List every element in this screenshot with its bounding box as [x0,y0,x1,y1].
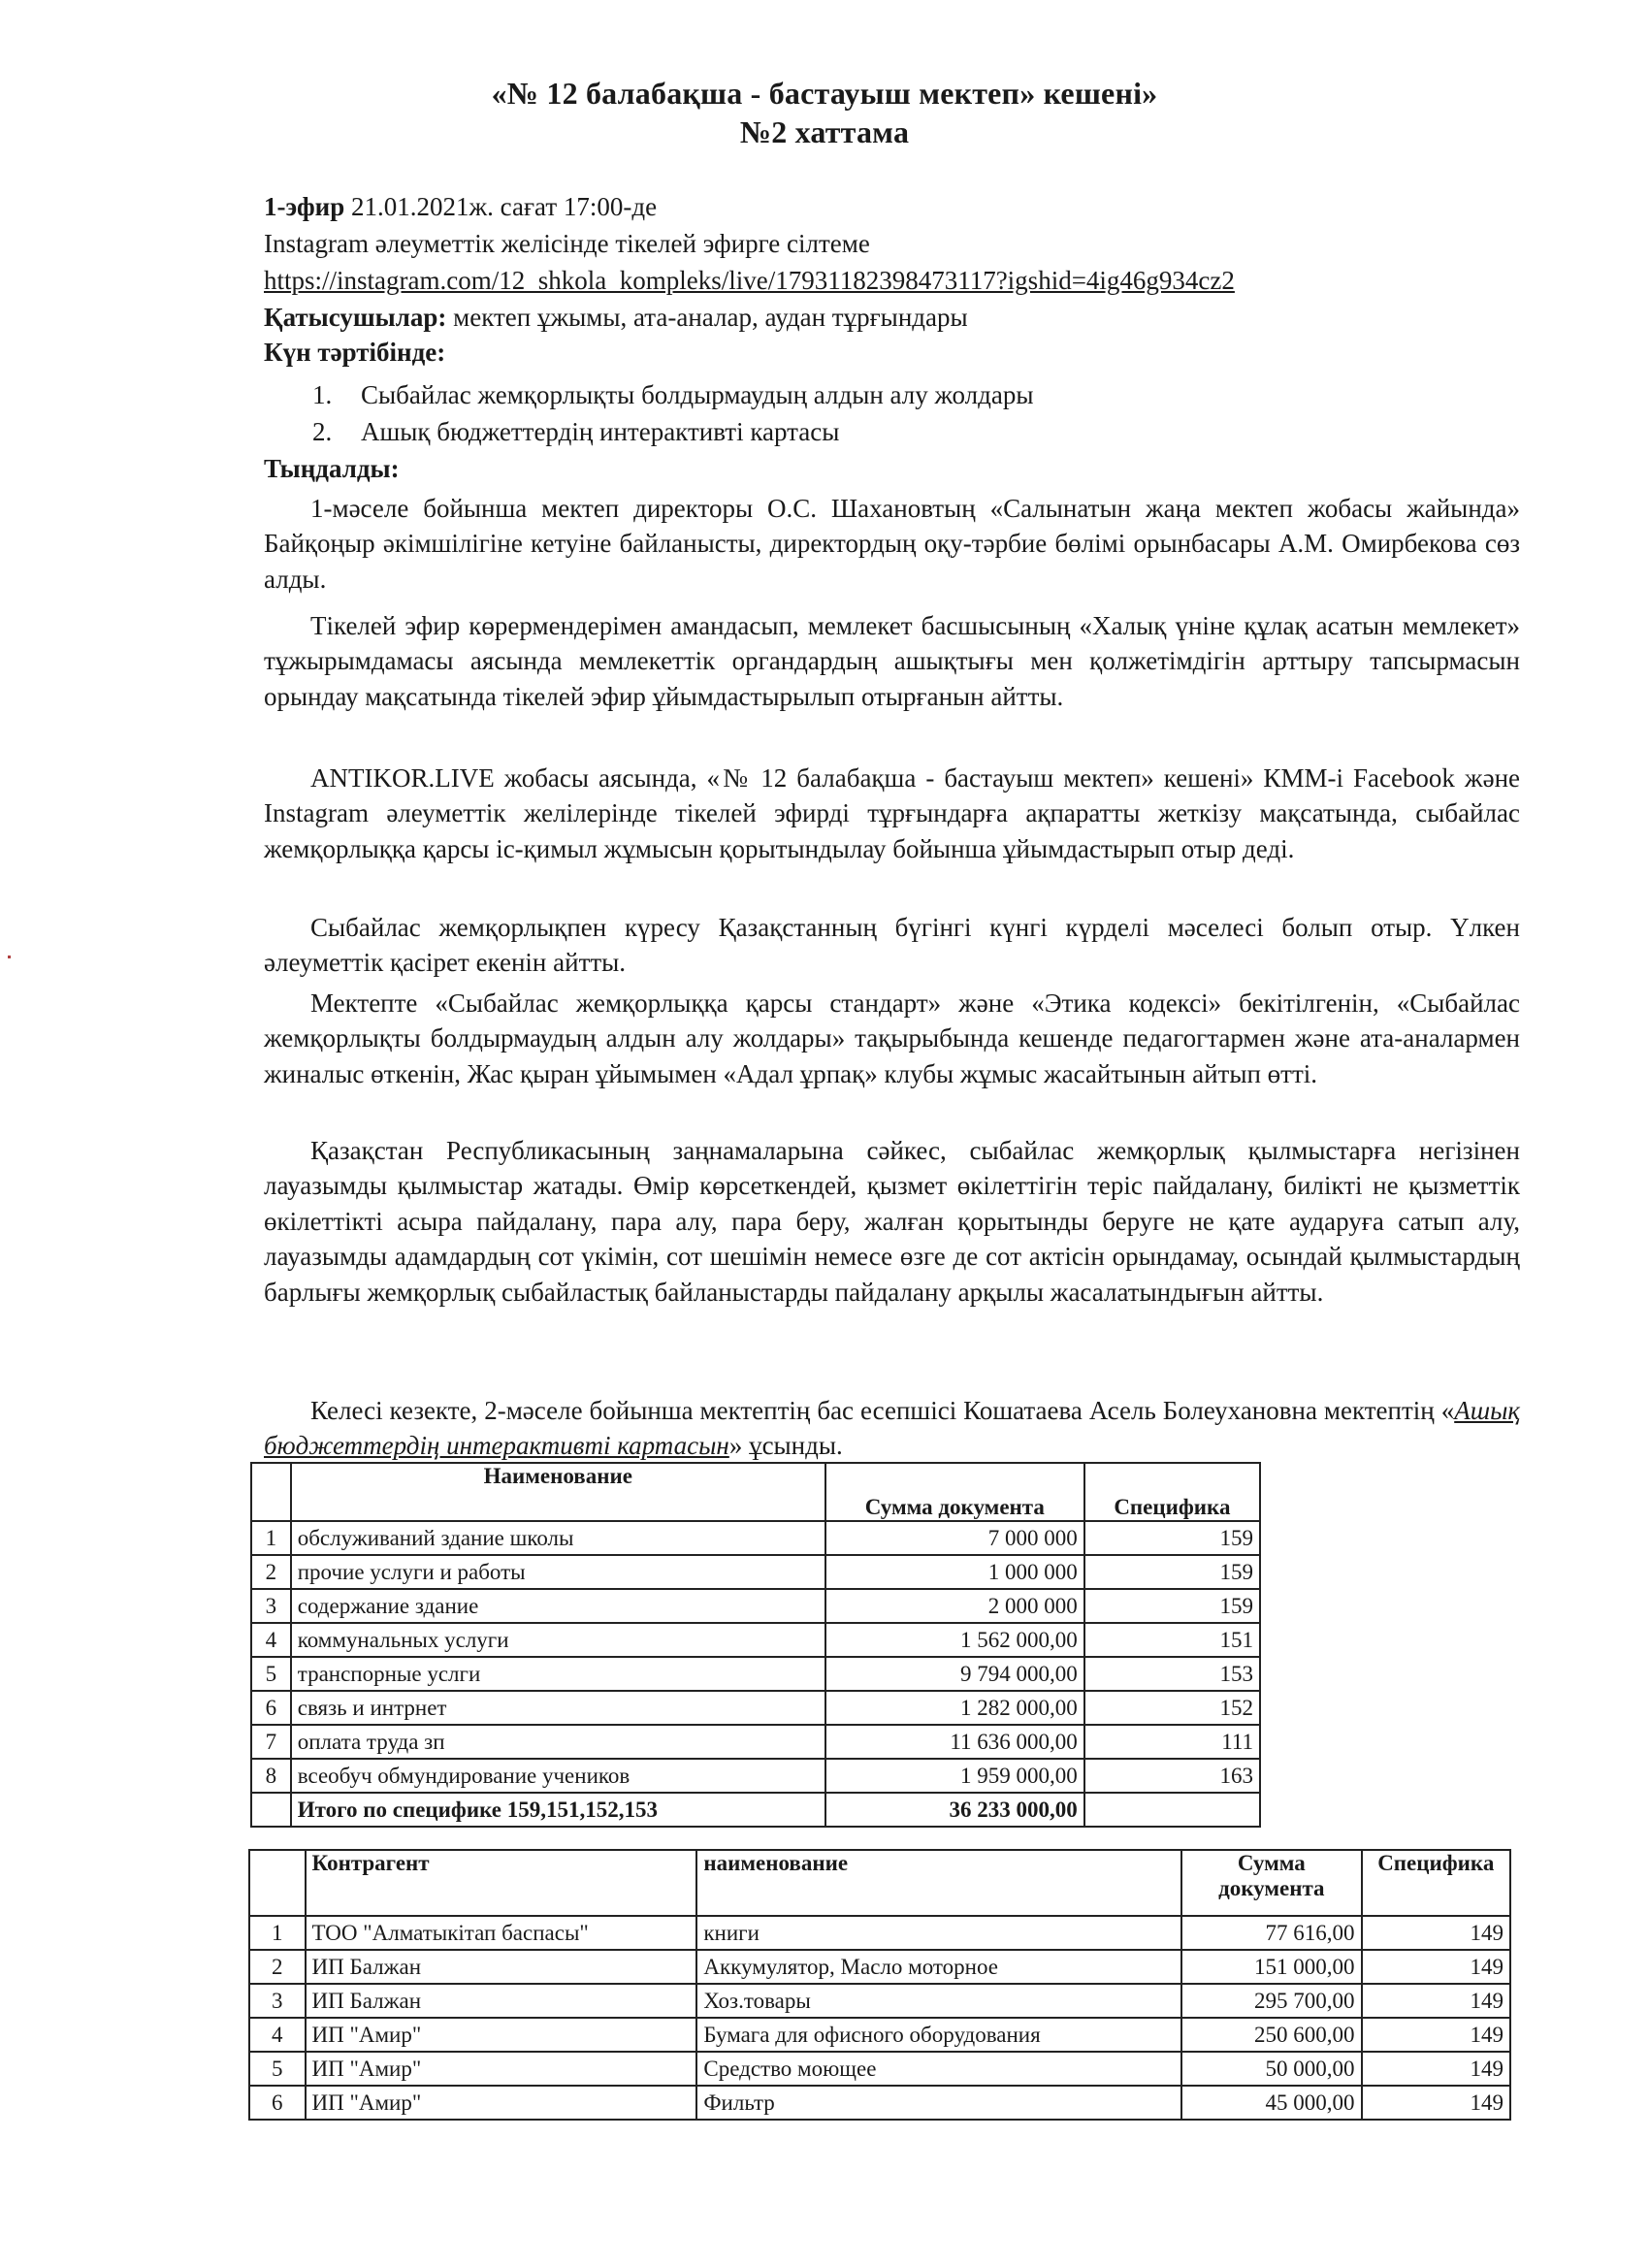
intro-italic-title: Ашық бюджеттердің интерактивті картасын [264,1396,1520,1461]
row-contractor: ИП Балжан [306,1984,697,2018]
row-index: 4 [249,2018,306,2052]
table-row [249,1984,1510,2018]
row-index: 5 [249,2052,306,2086]
table-row [251,1657,1260,1691]
row-sum: 1 562 000,00 [825,1623,1084,1657]
row-index: 3 [249,1984,306,2018]
row-sum: 295 700,00 [1181,1984,1361,2018]
row-spec: 163 [1084,1759,1260,1793]
row-sum: 45 000,00 [1181,2086,1361,2120]
paragraph: ANTIKOR.LIVE жобасы аясында, «№ 12 балабақша - бастауыш мектеп» кешені» КММ-і Facebook және Instagram әлеуметтік желілерінде тікелей эфирді тұрғындарға ақпаратты жеткізу мақсатында, сыбайлас жемқорлыққа қарсы іс-қимыл жұмысын қорытындылау бойынша ұйымдастырып отыр деді. [264,763,1520,863]
participants-label: Қатысушылар: [264,303,447,332]
row-name: коммунальных услуги [291,1623,825,1657]
row-contractor: ИП "Амир" [306,2052,697,2086]
row-contractor: ИП "Амир" [306,2086,697,2120]
row-sum: 77 616,00 [1181,1916,1361,1950]
col-header-name: Наименование [291,1463,825,1521]
row-sum: 1 000 000 [825,1555,1084,1589]
broadcast-line [264,192,657,222]
instagram-link[interactable]: https://instagram.com/12_shkola_kompleks/live/17931182398473117?igshid=4ig46g934cz2 [264,266,1235,295]
row-name: прочие услуги и работы [291,1555,825,1589]
row-spec: 149 [1362,2018,1510,2052]
row-index: 7 [251,1725,291,1759]
contractor-table [248,1849,1511,2121]
row-name: всеобуч обмундирование учеников [291,1759,825,1793]
row-index: 6 [251,1691,291,1725]
document-title: «№ 12 балабақша - бастауыш мектеп» кешені» [491,76,1158,111]
col-header-sum: Сумма документа [1181,1850,1361,1916]
row-spec: 149 [1362,1984,1510,2018]
broadcast-label: 1-эфир [264,192,345,221]
intro-text-end: » ұсынды. [728,1431,843,1461]
row-spec: 152 [1084,1691,1260,1725]
row-index: 6 [249,2086,306,2120]
table-row [251,1691,1260,1725]
table-row [251,1725,1260,1759]
budget-table [250,1462,1261,1828]
row-name: связь и интрнет [291,1691,825,1725]
col-header-sum: Сумма документа [825,1463,1084,1521]
link-caption: Instagram әлеуметтік желісінде тікелей эфирге сілтеме [264,229,870,258]
total-row [251,1793,1260,1827]
row-sum: 50 000,00 [1181,2052,1361,2086]
row-spec: 159 [1084,1521,1260,1555]
col-header-index [251,1463,291,1521]
row-spec: 149 [1362,1916,1510,1950]
col-header-index [249,1850,306,1916]
row-index: 5 [251,1657,291,1691]
total-index [251,1793,291,1827]
agenda-item [312,417,839,447]
table-row [249,2086,1510,2120]
row-contractor: ИП "Амир" [306,2018,697,2052]
table-row [251,1589,1260,1623]
col-header-spec: Специфика [1362,1850,1510,1916]
heard-label: Тыңдалды: [264,454,400,483]
row-index: 2 [251,1555,291,1589]
table-row [249,1950,1510,1984]
col-header-spec: Специфика [1084,1463,1260,1521]
row-name: Аккумулятор, Масло моторное [696,1950,1181,1984]
paragraph-budget-intro [264,1393,1520,1464]
paragraph: Сыбайлас жемқорлықпен күресу Қазақстанның бүгінгі күнгі күрделі мәселесі болып отыр. Үлкен әлеуметтік қасірет екенін айтты. [264,913,1520,978]
row-spec: 159 [1084,1589,1260,1623]
row-index: 2 [249,1950,306,1984]
table-row [251,1759,1260,1793]
participants-line [264,303,968,333]
total-sum: 36 233 000,00 [825,1793,1084,1827]
row-index: 4 [251,1623,291,1657]
table-row [251,1623,1260,1657]
paragraph: Мектепте «Сыбайлас жемқорлыққа қарсы стандарт» және «Этика кодексі» бекітілгенін, «Сыбайлас жемқорлықты болдырмаудың алдын алу жолдары» тақырыбында кешенде педагогтармен және ата-аналармен жиналыс өткенін, Жас қыран ұйымымен «Адал ұрпақ» клубы жұмыс жасайтынын айтып өтті. [264,988,1520,1088]
agenda-item-number: 2. [312,417,333,446]
row-index: 3 [251,1589,291,1623]
row-sum: 1 282 000,00 [825,1691,1084,1725]
row-spec: 149 [1362,2086,1510,2120]
paragraph: 1-мәселе бойынша мектеп директоры О.С. Шахановтың «Салынатын жаңа мектеп жобасы жайында» Байқоңыр әкімшілігіне кетуіне байланысты, директордың оқу-тәрбие бөлімі орынбасары А.М. Омирбекова сөз алды. [264,494,1520,594]
scan-mark [8,956,11,958]
row-name: Хоз.товары [696,1984,1181,2018]
agenda-item-number: 1. [312,380,333,409]
table-row [251,1521,1260,1555]
row-spec: 149 [1362,1950,1510,1984]
row-sum: 7 000 000 [825,1521,1084,1555]
row-index: 1 [249,1916,306,1950]
row-index: 8 [251,1759,291,1793]
row-name: содержание здание [291,1589,825,1623]
row-name: Бумага для офисного оборудования [696,2018,1181,2052]
row-sum: 11 636 000,00 [825,1725,1084,1759]
row-spec: 153 [1084,1657,1260,1691]
row-index: 1 [251,1521,291,1555]
col-header-name: наименование [696,1850,1181,1916]
col-header-contractor: Контрагент [306,1850,697,1916]
agenda-label: Күн тәртібінде: [264,338,446,367]
row-contractor: ТОО "Алматыкітап баспасы" [306,1916,697,1950]
participants-value: мектеп ұжымы, ата-аналар, аудан тұрғындары [453,303,968,332]
row-spec: 151 [1084,1623,1260,1657]
agenda-item [312,380,1033,410]
table-row [251,1555,1260,1589]
row-spec: 111 [1084,1725,1260,1759]
row-sum: 9 794 000,00 [825,1657,1084,1691]
row-name: обслуживаний здание школы [291,1521,825,1555]
table-row [249,1916,1510,1950]
paragraph: Қазақстан Республикасының заңнамаларына сәйкес, сыбайлас жемқорлық қылмыстарға негізінен лауазымды қылмыстар жатады. Өмір көрсеткендей, қызмет өкілеттігін теріс пайдалану, билікті не қызметтік өкілеттікті асыра пайдалану, пара алу, пара беру, жалған қорытынды беруге не қате аударуға сатып алу, лауазымды адамдардың сот үкімін, сот шешімін немесе өзге де сот актісін орындамау, осындай қылмыстардың барлығы жемқорлық сыбайластық байланыстарды пайдалану арқылы жасалатындығын айтты. [264,1136,1520,1307]
agenda-item-text: Ашық бюджеттердің интерактивті картасы [361,417,840,446]
table-row [249,2052,1510,2086]
row-spec: 159 [1084,1555,1260,1589]
intro-text: Келесі кезекте, 2-мәселе бойынша мектептің бас есепшісі Кошатаева Асель Болеухановна мектептің « [310,1396,1455,1425]
row-spec: 149 [1362,2052,1510,2086]
row-sum: 1 959 000,00 [825,1759,1084,1793]
row-name: Средство моющее [696,2052,1181,2086]
total-label: Итого по специфике 159,151,152,153 [291,1793,825,1827]
row-sum: 151 000,00 [1181,1950,1361,1984]
table-header-row [249,1850,1510,1916]
row-name: книги [696,1916,1181,1950]
table-header-row [251,1463,1260,1521]
broadcast-datetime: 21.01.2021ж. сағат 17:00-де [351,192,658,221]
protocol-number: №2 хаттама [739,114,910,149]
row-name: транспорные услги [291,1657,825,1691]
row-sum: 2 000 000 [825,1589,1084,1623]
paragraph: Тікелей эфир көрермендерімен амандасып, мемлекет басшысының «Халық үніне құлақ асатын мемлекет» тұжырымдамасы аясында мемлекеттік органдардың ашықтығы мен қолжетімдігін арттыру тапсырмасын орындау мақсатында тікелей эфир ұйымдастырылып отырғанын айтты. [264,611,1520,711]
row-name: оплата труда зп [291,1725,825,1759]
row-name: Фильтр [696,2086,1181,2120]
row-contractor: ИП Балжан [306,1950,697,1984]
row-sum: 250 600,00 [1181,2018,1361,2052]
table-row [249,2018,1510,2052]
agenda-item-text: Сыбайлас жемқорлықты болдырмаудың алдын алу жолдары [361,380,1034,409]
total-spec [1084,1793,1260,1827]
